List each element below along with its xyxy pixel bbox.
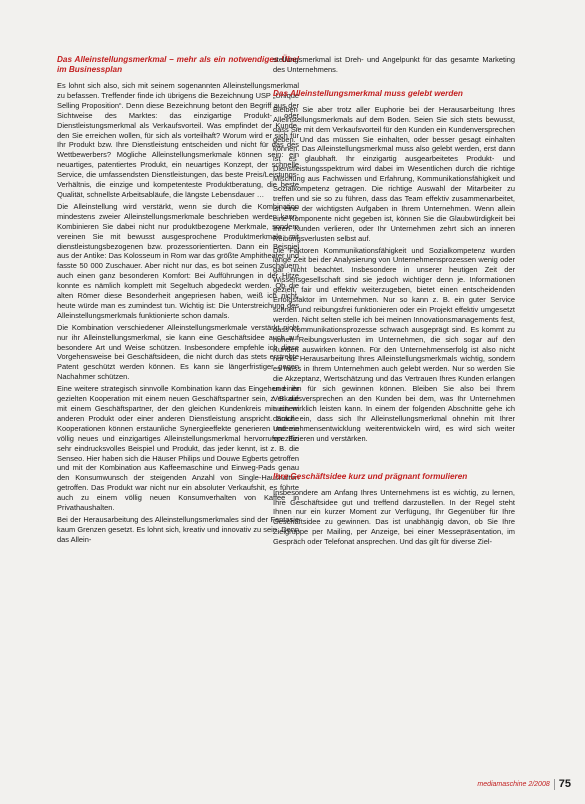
section-heading: Das Alleinstellungsmerkmal muss gelebt werden	[273, 88, 463, 98]
magazine-issue-label: mediamaschine 2/2008	[477, 780, 550, 788]
body-paragraph: Die Kombination verschiedener Alleinstellungsmerkmale verstärkt nicht nur ihr Alleinstellungsmerkmal, sie kann eine Geschäftsidee auch auf besondere Art und Weise schützen. Insbesondere empfehle ich diese Vorgehensweise bei Geschäftsideen, die nicht durch das stets erstrebte Patent geschützt werden können. Es kann sie längerfristiger gegen Nachahmer schützen.	[57, 322, 299, 382]
page-number: 75	[558, 778, 571, 790]
body-paragraph: Bleiben Sie aber trotz aller Euphorie bei der Herausarbeitung Ihres Alleinstellungsmerkmals auf dem Boden. Seien Sie sich stets bewusst, dass Sie mit dem Verkaufsvorteil für den Kunden ein Kundenversprechen geben. Und das müssen Sie einhalten, oder besser gesagt einhalten können. Das Alleinstellungsmerkmal muss also gelebt werden, erst dann ist es glaubhaft. Ihr einzigartig ausgearbeitetes Produkt- und Dienstleistungsspektrum wird dabei im Wesentlichen durch die richtige Mischung aus Fachwissen und Erfahrung, Kommunikationsfähigkeit und Sozialkompetenz getragen. Die richtige Auswahl der Mitarbeiter zu treffen und sie so zu führen, dass das Team effektiv zusammenarbeitet, ist eine der wichtigsten Aufgaben in Ihrem Unternehmen. Wenn allein eine Komponente nicht gegeben ist, können Sie die Glaubwürdigkeit bei Ihren Kunden verlieren, oder Ihr Unternehmen zehrt sich an inneren Reibungsverlusten selbst auf.	[273, 104, 515, 243]
body-paragraph: Die Alleinstellung wird verstärkt, wenn sie durch die Kombination mindestens zweier Alleinstellungsmerkmale beschrieben werden kann. Kombinieren Sie dabei nicht nur produktbezogene Merkmale, sondern vereinen Sie mit bewusst ausgesprochene Produktmerkmale mit dienstleistungsbezogenen bzw. prozessorientierten. Dann ein Beispiel aus der Antike: Das Kolosseum in Rom war das größte Amphitheater und fasste 50 000 Zuschauer. Aber nicht nur das, es bot seinen Zuschauern auch einen ganz besonderen Komfort: Bei Aufführungen in der Hitze konnte es nämlich komplett mit Segeltuch abgedeckt werden. Ob die alten Römer diese Besonderheit angepriesen haben, weiß ich nicht, heute würde man es zumindest tun. Wichtig ist: Die Unterstreichung des Alleinstellungsmerkmals funktionierte schon damals.	[57, 201, 299, 320]
section-heading: Ihre Geschäftsidee kurz und prägnant formulieren	[273, 471, 468, 481]
body-paragraph: Die Faktoren Kommunikationsfähigkeit und Sozialkompetenz wurden lange Zeit bei der Analysierung von Unternehmensprozessen wenig oder gar nicht beachtet. Insbesondere in unserer heutigen Zeit der Wissensgesellschaft sind sie jedoch wichtiger denn je. Informationen gezielt, fair und effektiv weiterzugeben, bietet einen entscheidenden Erfolgsfaktor im Unternehmen. Nur so kann z. B. ein guter Service schnell und reibungsfrei funktionieren oder ein Projekt effektiv umgesetzt werden. Nicht selten stelle ich bei meinen Innovationsmanagements fest, dass Kommunikationsprozesse schwach ausgeprägt sind. Es kommt zu hohen Reibungsverlusten im Unternehmen, die sich sogar auf den Kunden auswirken können. Für den Unternehmenserfolg ist also nicht nur die Herausarbeitung Ihres Alleinstellungsmerkmals wichtig, sondern es muss in Ihrem Unternehmen auch gelebt werden. Nur so werden Sie die Akzeptanz, Wertschätzung und das Vertrauen Ihres Kunden erlangen und ihn für sich gewinnen können. Bleiben Sie also bei Ihrem Verkaufsversprechen an den Kunden bei dem, was Ihr Unternehmen auch wirklich leisten kann. In einem der folgenden Abschnitte gehe ich darauf ein, dass sich Ihr Alleinstellungsmerkmal ohnehin mit Ihrer Unternehmensentwicklung weiterentwickeln wird, es wird sich weiter spezifizieren und verstärken.	[273, 245, 515, 443]
body-paragraph: Insbesondere am Anfang Ihres Unternehmens ist es wichtig, zu lernen, Ihre Geschäftsidee gut und treffend darzustellen. In der Regel steht Ihnen nur ein kurzer Moment zur Verfügung, Ihr Gegenüber für Ihre Geschäftsidee zu gewinnen. Das ist unabhängig davon, ob Sie Ihre Zielgruppe per Mailing, per Anzeige, bei einer Messepräsentation, im Gespräch oder Telefonat ansprechen. Und das gilt für diverse Ziel-	[273, 487, 515, 547]
right-column	[273, 55, 515, 547]
body-paragraph: stellungsmerkmal ist Dreh- und Angelpunkt für das gesamte Marketing des Unternehmens.	[273, 55, 515, 74]
section-heading: Das Alleinstellungsmerkmal – mehr als ein notwendiges Übel im Businessplan	[57, 55, 299, 74]
body-paragraph: Es lohnt sich also, sich mit seinem sogenannten Alleinstellungsmerkmal zu befassen. Treffender finde ich übrigens die Bezeichnung USP „Unique Selling Proposition“. Denn diese Bezeichnung betont den Begriff aus der Sichtweise des Marktes: das einzigartige Produkt- oder Dienstleistungsmerkmal als Verkaufsvorteil. Was empfindet der Kunde, den Sie erreichen wollen, für sich als vorteilhaft? Worum wird er sich für Ihr Produkt bzw. Ihre Dienstleistung entscheiden und nicht für das des Wettbewerbers? Mögliche Alleinstellungsmerkmale können sein: ein neuartiges, patentiertes Produkt, ein neuartiges Konzept, der schnelle Service, die umfassendsten Dienstleistungen, das beste Preis/Leistungs-Verhältnis, die einzige und kompetenteste Produktberatung, die beste Qualität, schnellste Arbeitsabläufe, die längste Lebensdauer …	[57, 81, 299, 199]
left-column	[57, 55, 299, 545]
body-paragraph: Bei der Herausarbeitung des Alleinstellungsmerkmales sind der Fantasie kaum Grenzen gesetzt. Es lohnt sich, kreativ und innovativ zu sein. Denn das Allein-	[57, 514, 299, 544]
footer-divider	[554, 779, 555, 790]
body-paragraph: Eine weitere strategisch sinnvolle Kombination kann das Eingehen einer gezielten Kooperation mit einem neuen Geschäftspartner sein, z. B. die mit einem Geschäftspartner, der den gleichen Kundenkreis mit einem anderen Produkt oder einer anderen Dienstleistung anspricht. Solche Kooperationen können erstaunliche Synergieeffekte generieren und ein völlig neues und einzigartiges Alleinstellungsmerkmal hervorrufen. Ein sehr eindrucksvolles Beispiel und Produkt, das jeder kennt, ist z. B. die Senseo. Hier haben sich die Häuser Philips und Douwe Egberts getroffen und mit der Kombination aus Kaffeemaschine und Einweg-Pads genau den Konsumwunsch der steigenden Anzahl von Single-Haushalten getroffen. Das Produkt war nicht nur ein absoluter Verkaufshit, es führte auch zu einem völlig neuen Konsumverhalten von Kaffee in Privathaushalten.	[57, 384, 299, 513]
page-footer	[477, 778, 571, 790]
